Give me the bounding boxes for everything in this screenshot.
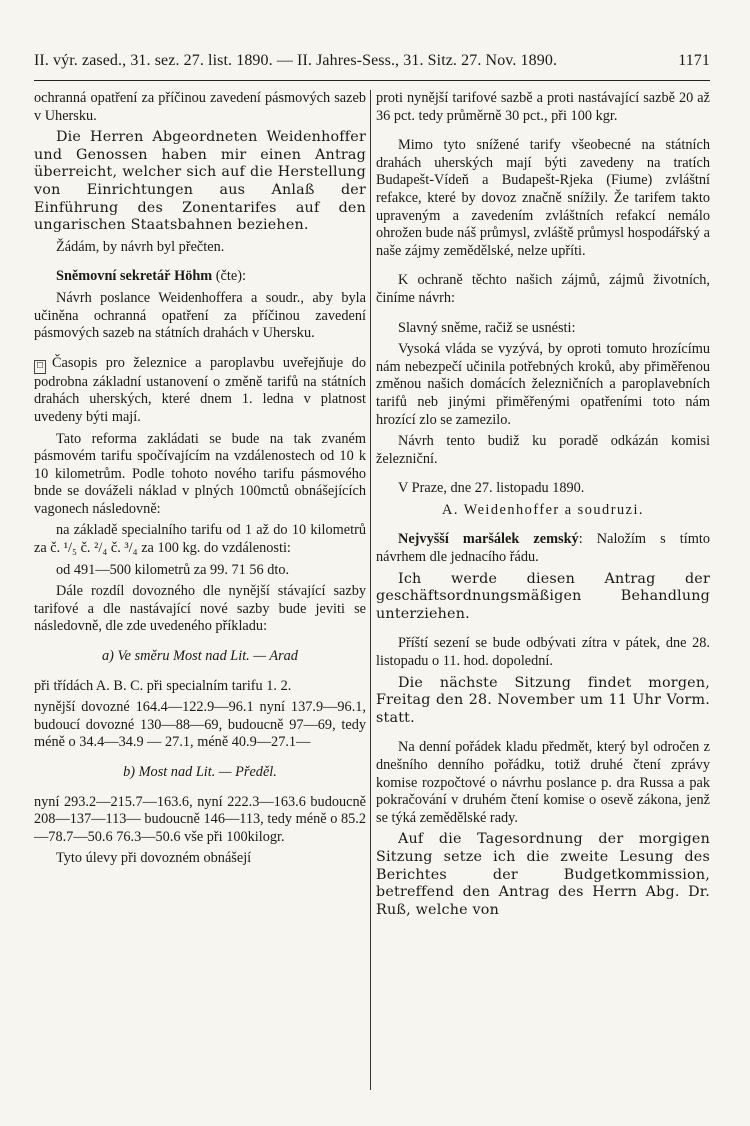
running-header bbox=[34, 52, 710, 70]
paragraph: Na denní pořádek kladu předmět, který byl odročen z dnešního denního pořádku, totiž druhé čtení zprávy komise rozpočtové o návrhu poslance p. dra Russa a pak pokračování v druhém čtení komise o osevě zákona, jenž se týká zemědělské rady. bbox=[376, 739, 710, 826]
speaker-name: Sněmovní sekretář Höhm bbox=[56, 268, 213, 285]
signature-line: A. Weidenhoffer a soudruzi. bbox=[442, 501, 644, 518]
paragraph: Tyto úlevy při dovozném obnášejí bbox=[56, 850, 252, 867]
speaker-name: Nejvyšší maršálek zemský bbox=[398, 531, 579, 548]
left-column bbox=[34, 90, 366, 872]
speaker-line bbox=[34, 268, 366, 286]
date-line: V Praze, dne 27. listopadu 1890. bbox=[398, 480, 585, 497]
paragraph: Tato reforma zakládati se bude na tak zvaném pásmovém tarifu spočívajícím na vzdálenostech od 10 k 10 kilometrům. Podle tohoto nového tarifu pásmového bnde se dováželi náklad v plných 100mctů obnášejících vagonech následovně: bbox=[34, 430, 366, 517]
column-divider bbox=[370, 90, 371, 1090]
paragraph: ochranná opatření za příčinou zavedení pásmových sazeb v Uhersku. bbox=[34, 90, 366, 124]
two-column-body bbox=[34, 90, 710, 1126]
paragraph: Návrh tento budiž ku poradě odkázán komisi železniční. bbox=[376, 433, 710, 467]
paragraph: Vysoká vláda se vyzývá, by oproti tomuto hrozícímu nám nebezpečí učinila potřebných kroků, aby přiměřenou změnou našich domácích železničních a paroplavebních tarifů neb jinými přiměřenými opatřeními toto nám hrozící zlo se zamezilo. bbox=[376, 341, 710, 428]
paragraph: K ochraně těchto našich zájmů, zájmů životních, činíme návrh: bbox=[376, 272, 710, 306]
route-heading: b) Most nad Lit. — Předěl. bbox=[123, 764, 277, 780]
paragraph: při třídách A. B. C. při specialním tarifu 1. 2. bbox=[34, 677, 292, 694]
page-number: 1171 bbox=[678, 52, 710, 69]
paragraph: Žádám, by návrh byl přečten. bbox=[56, 238, 225, 255]
paragraph: nyní 293.2—215.7—163.6, nyní 222.3—163.6 budoucně 208—137—113— budoucně 146—113, tedy méně o 85.2—78.7—50.6 76.3—50.6 vše při 100kilogr. bbox=[34, 793, 366, 845]
header-rule bbox=[34, 80, 710, 81]
paragraph: na základě specialního tarifu od 1 až do 10 kilometrů za č. ¹/₅ č. ²/₄ č. ³/₄ za 100 kg. do vzdálenosti: bbox=[34, 522, 366, 557]
paragraph: Návrh poslance Weidenhoffera a soudr., aby byla učiněna ochranná opatření za příčinou zavedení pásmových sazeb na státních drahách v Uhersku. bbox=[34, 289, 366, 342]
speaker-rest: (čte): bbox=[212, 268, 246, 285]
paragraph bbox=[34, 355, 366, 427]
speaker-rest: : Naložím s tímto návrhem dle jednacího řádu. bbox=[376, 531, 710, 566]
paragraph: proti nynější tarifové sazbě a proti nastávající sazbě 20 až 36 pct. tedy průměrně 30 pct., při 100 kgr. bbox=[376, 90, 710, 124]
paragraph-german: Die Herren Abgeordneten Weidenhoffer und Genossen haben mir einen Antrag überreicht, welcher sich auf die Herstellung von Einrichtungen aus Anlaß der Einführung des Zonentarifes auf den ungarischen Staatsbahnen beziehen. bbox=[34, 129, 366, 234]
paragraph-german: Ich werde diesen Antrag der geschäftsordnungsmäßigen Behandlung unterziehen. bbox=[376, 570, 710, 622]
paragraph: Dále rozdíl dovozného dle nynější stávající sazby tarifové a dle nastávající nové sazby bude jeviti se následovně, dle zde uvedeného příkladu: bbox=[34, 583, 366, 635]
paragraph: nynější dovozné 164.4—122.9—96.1 nyní 137.9—96.1, budoucí dovozné 130—88—69, budoucně 97—69, tedy méně o 34.4—34.9 — 27.1, méně 40.9—27.1— bbox=[34, 699, 366, 751]
paragraph: Příští sezení se bude odbývati zítra v pátek, dne 28. listopadu o 11. hod. dopolední. bbox=[376, 635, 710, 670]
paragraph: od 491—500 kilometrů za 99. 71 56 dto. bbox=[56, 561, 290, 578]
paragraph-german: Auf die Tagesordnung der morgigen Sitzung setze ich die zweite Lesung des Berichtes der Budgetkommission, betreffend den Antrag des Herrn Abg. Dr. Ruß, welche von bbox=[376, 831, 710, 918]
paragraph: Slavný sněme, račiž se usnésti: bbox=[398, 319, 576, 336]
header-text: II. výr. zased., 31. sez. 27. list. 1890. — II. Jahres-Sess., 31. Sitz. 27. Nov. 1890. bbox=[34, 52, 558, 69]
route-heading: a) Ve směru Most nad Lit. — Arad bbox=[102, 648, 298, 665]
paragraph: Mimo tyto snížené tarify všeobecné na státních drahách uherských mají býti zavedeny na tratích Budapešt-Vídeň a Budapešt-Rjeka (Fiume) zvláštní refakce, které by dovoz značně snížily. Že tarifem takto upraveným a zavedením zvláštních refakcí nemálo ohrožen bude náš průmysl, zvláště průmysl hospodářský a naše zájmy zemědělské, nelze upříti. bbox=[376, 137, 710, 259]
paragraph-german: Die nächste Sitzung findet morgen, Freitag den 28. November um 11 Uhr Vorm. statt. bbox=[376, 674, 710, 726]
marker-icon: ☐ bbox=[34, 360, 46, 374]
right-column bbox=[376, 90, 710, 923]
speaker-line bbox=[376, 531, 710, 566]
paragraph-text: Časopis pro železnice a paroplavbu uveřejňuje do podrobna základní ustanovení o změně tarifů na státních drahách uherských, které dnem 1. ledna v platnost uvedeny býti mají. bbox=[34, 354, 366, 425]
